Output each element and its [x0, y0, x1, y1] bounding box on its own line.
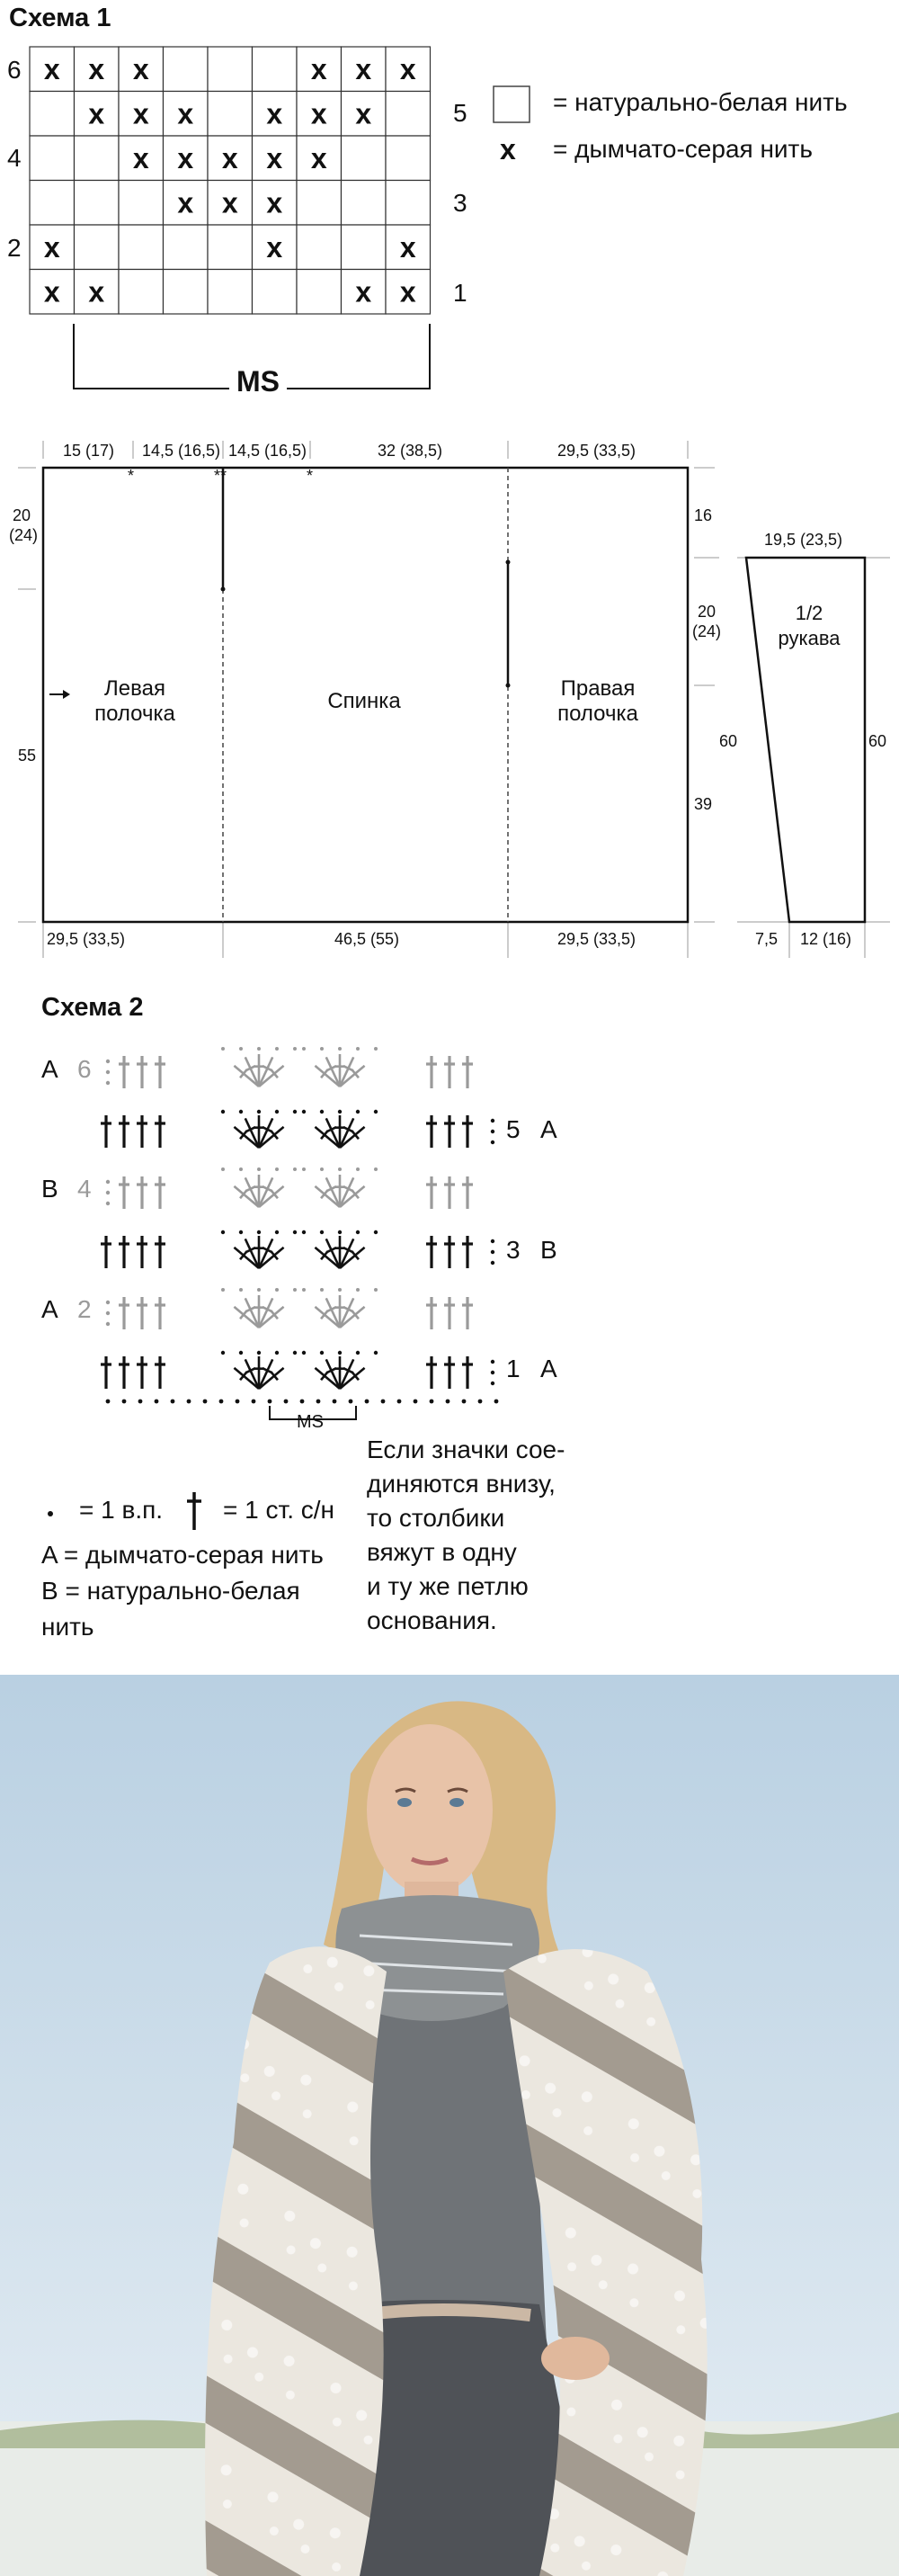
grid-x-mark: x [88, 52, 105, 85]
dc-stitch [119, 1115, 129, 1148]
chain-dot [365, 1400, 369, 1404]
sleeve-right-dim: 60 [868, 732, 887, 750]
chain-dot [316, 1400, 321, 1404]
grid-x-mark: x [88, 275, 105, 309]
legend-dc-label: = 1 ст. с/н [223, 1496, 335, 1524]
grid-x-mark: x [43, 275, 60, 309]
face [367, 1724, 493, 1895]
grid-cell [30, 92, 75, 137]
dim-left-top: 20 [13, 506, 31, 524]
chain-dot [349, 1400, 353, 1404]
fan-cluster [234, 1236, 283, 1268]
dc-stitch [444, 1236, 455, 1268]
dc-stitch [137, 1356, 147, 1389]
chain-dot [122, 1400, 127, 1404]
fan-cluster [234, 1356, 283, 1389]
chain-dot [478, 1400, 483, 1404]
legend-a-line: A = дымчато-серая нить [41, 1541, 324, 1569]
grid-x-mark: x [310, 141, 327, 174]
chain-dot [187, 1400, 191, 1404]
dc-stitch [101, 1356, 111, 1389]
dc-stitch [462, 1056, 473, 1088]
grid-cell [342, 225, 387, 270]
grid-x-mark: x [399, 52, 416, 85]
chain-dot [219, 1400, 224, 1404]
grid-cell [75, 181, 120, 226]
label-left-front: Левая полочка [94, 676, 175, 726]
dc-stitch [155, 1297, 165, 1329]
fan-cluster [315, 1175, 364, 1207]
chain-dot [430, 1400, 434, 1404]
legend-white-swatch [494, 86, 530, 122]
grid-x-mark: x [266, 141, 283, 174]
grid-cell [164, 47, 209, 92]
dc-stitch [462, 1297, 473, 1329]
grid-cell [386, 92, 431, 137]
dc-stitch [137, 1115, 147, 1148]
grid-x-mark: x [177, 141, 194, 174]
fan-cluster [234, 1115, 283, 1148]
chain-dot [494, 1400, 499, 1404]
dc-stitch [155, 1356, 165, 1389]
dim-left-top-alt: (24) [9, 526, 39, 544]
dim-top-1: 15 (17) [63, 442, 115, 460]
grid-x-mark: x [88, 97, 105, 130]
dc-stitch [155, 1236, 165, 1268]
dc-stitch [426, 1236, 437, 1268]
dc-stitch [101, 1236, 111, 1268]
row-number-3: 3 [453, 189, 467, 217]
dc-stitch [101, 1115, 111, 1148]
grid-x-mark: x [177, 97, 194, 130]
row-number-5: 5 [453, 99, 467, 127]
grid-cell [119, 225, 164, 270]
grid-x-mark: x [266, 230, 283, 264]
grid-x-mark: x [43, 52, 60, 85]
chain-dot [268, 1400, 272, 1404]
grid-cell [208, 47, 253, 92]
grid-cell [297, 270, 342, 315]
dc-stitch [119, 1356, 129, 1389]
chain-dot [381, 1400, 386, 1404]
grid-cell [164, 225, 209, 270]
fan-cluster [234, 1175, 283, 1207]
fan-cluster [315, 1295, 364, 1328]
dc-stitch [119, 1236, 129, 1268]
row-number-4: 4 [7, 144, 22, 172]
grid-cell [75, 136, 120, 181]
dc-stitch [444, 1297, 455, 1329]
dc-symbol [187, 1492, 201, 1530]
dim-top-2: 14,5 (16,5) [142, 442, 221, 460]
s2-num-row3: 3 [506, 1236, 521, 1264]
dc-stitch [462, 1236, 473, 1268]
dc-stitch [426, 1356, 437, 1389]
legend-b-line1: B = натурально-белая [41, 1577, 300, 1605]
star-1: * [128, 467, 135, 485]
grid-x-mark: x [43, 230, 60, 264]
s2-letter-row4: B [41, 1175, 58, 1203]
fan-cluster [234, 1295, 283, 1328]
s2-letter-row5: A [540, 1115, 557, 1143]
chain-dot [446, 1400, 450, 1404]
chain-dot [171, 1400, 175, 1404]
legend-x-symbol: x [500, 133, 516, 165]
grid-cell [253, 270, 298, 315]
grid-x-mark: x [399, 230, 416, 264]
grid-cell [30, 181, 75, 226]
dim-left-bottom: 55 [18, 747, 37, 765]
grid-cell [75, 225, 120, 270]
dc-stitch [119, 1176, 129, 1209]
grid-x-mark: x [221, 186, 238, 219]
dc-stitch [119, 1056, 129, 1088]
chain-dot [155, 1400, 159, 1404]
scheme2-rows [101, 1047, 498, 1403]
grid-x-mark: x [177, 186, 194, 219]
grid-x-mark: x [355, 275, 372, 309]
grid-cell [342, 136, 387, 181]
fan-cluster [315, 1054, 364, 1087]
star-2: ** [214, 467, 227, 485]
model-photo [0, 1675, 899, 2576]
label-right-front: Правая полочка [557, 676, 638, 726]
s2-num-row4: 4 [77, 1175, 92, 1203]
chain-dot [300, 1400, 305, 1404]
dc-stitch [426, 1297, 437, 1329]
grid-x-mark: x [221, 141, 238, 174]
fan-cluster [315, 1236, 364, 1268]
grid-x-mark: x [355, 52, 372, 85]
scheme1-ms-label: MS [229, 365, 287, 398]
scheme2-title: Схема 2 [41, 993, 144, 1022]
chain-dot [236, 1400, 240, 1404]
dc-stitch [444, 1056, 455, 1088]
grid-cell [253, 47, 298, 92]
dc-stitch [444, 1356, 455, 1389]
grid-x-mark: x [399, 275, 416, 309]
sleeve-bottom-dim-2: 12 (16) [800, 930, 852, 948]
sleeve-left-dim: 60 [719, 732, 738, 750]
chain-dot [462, 1400, 467, 1404]
grid-cell [164, 270, 209, 315]
s2-letter-row1: A [540, 1355, 557, 1382]
grid-cell [342, 181, 387, 226]
scheme1-title: Схема 1 [9, 4, 111, 32]
scheme1-chart [0, 0, 899, 405]
grid-x-mark: x [132, 52, 149, 85]
star-3: * [307, 467, 314, 485]
chain-dot [397, 1400, 402, 1404]
dim-right-mid-alt: (24) [692, 622, 722, 640]
chain-dot [203, 1400, 208, 1404]
grid-x-mark: x [355, 97, 372, 130]
fan-cluster [315, 1115, 364, 1148]
grid-cell [297, 225, 342, 270]
dc-stitch [155, 1176, 165, 1209]
legend-chain-label: = 1 в.п. [79, 1496, 164, 1524]
belt [360, 2310, 530, 2315]
dc-stitch [155, 1056, 165, 1088]
hand [541, 2337, 610, 2380]
dim-bottom-2: 46,5 (55) [334, 930, 400, 948]
dim-right-bottom: 39 [694, 795, 713, 813]
fan-cluster [315, 1356, 364, 1389]
grid-x-mark: x [132, 97, 149, 130]
s2-num-row6: 6 [77, 1055, 92, 1083]
dc-stitch [137, 1236, 147, 1268]
s2-letter-row6: A [41, 1055, 58, 1083]
dc-stitch [444, 1115, 455, 1148]
chain-dot [414, 1400, 418, 1404]
s2-num-row1: 1 [506, 1355, 521, 1382]
dc-stitch [426, 1115, 437, 1148]
grid-cell [386, 136, 431, 181]
grid-cell [297, 181, 342, 226]
grid-x-mark: x [266, 186, 283, 219]
dc-stitch [462, 1356, 473, 1389]
dc-stitch [426, 1056, 437, 1088]
dc-stitch [462, 1176, 473, 1209]
dc-stitch [137, 1297, 147, 1329]
legend-x-label: = дымчато-серая нить [553, 135, 813, 163]
sleeve-label: 1/2 рукава [778, 602, 841, 649]
dim-top-3: 14,5 (16,5) [228, 442, 307, 460]
dc-stitch [155, 1115, 165, 1148]
grid-cell [208, 270, 253, 315]
grid-cell [119, 270, 164, 315]
grid-cell [119, 181, 164, 226]
grid-cell [30, 136, 75, 181]
row-number-6: 6 [7, 56, 22, 84]
row-number-2: 2 [7, 234, 22, 262]
s2-num-row5: 5 [506, 1115, 521, 1143]
scheme2-note: Если значки сое- диняются внизу, то столбики вяжут в одну и ту же петлю основания. [367, 1436, 565, 1634]
dc-stitch [444, 1176, 455, 1209]
grid-x-mark: x [266, 97, 283, 130]
dc-stitch [426, 1176, 437, 1209]
sleeve-top-dim: 19,5 (23,5) [764, 531, 843, 549]
grid-x-mark: x [310, 52, 327, 85]
chain-dot [284, 1400, 289, 1404]
scheme1-grid [30, 47, 431, 314]
chain-dot [106, 1400, 111, 1404]
dim-right-mid: 20 [698, 603, 717, 621]
dim-top-5: 29,5 (33,5) [557, 442, 636, 460]
chain-dot [252, 1400, 256, 1404]
dim-right-top: 16 [694, 506, 713, 524]
scheme2-ms-label: MS [297, 1412, 324, 1432]
s2-num-row2: 2 [77, 1295, 92, 1323]
sleeve-bottom-dim-1: 7,5 [755, 930, 779, 948]
dc-stitch [119, 1297, 129, 1329]
label-back: Спинка [327, 689, 401, 713]
dim-bottom-3: 29,5 (33,5) [557, 930, 636, 948]
chain-dot [333, 1400, 337, 1404]
dc-stitch [137, 1056, 147, 1088]
grid-cell [386, 181, 431, 226]
grid-cell [208, 225, 253, 270]
s2-letter-row3: B [540, 1236, 557, 1264]
legend-white-label: = натурально-белая нить [553, 88, 848, 116]
row-number-1: 1 [453, 279, 467, 307]
dc-stitch [462, 1115, 473, 1148]
dim-bottom-1: 29,5 (33,5) [47, 930, 126, 948]
scheme2-chart [0, 1016, 647, 1448]
s2-letter-row2: A [41, 1295, 58, 1323]
grid-cell [208, 92, 253, 137]
grid-x-mark: x [310, 97, 327, 130]
chain-symbol [48, 1511, 53, 1516]
fan-cluster [234, 1054, 283, 1087]
grid-x-mark: x [132, 141, 149, 174]
legend-b-line2: нить [41, 1613, 94, 1641]
dc-stitch [137, 1176, 147, 1209]
dim-top-4: 32 (38,5) [378, 442, 443, 460]
chain-dot [138, 1400, 143, 1404]
